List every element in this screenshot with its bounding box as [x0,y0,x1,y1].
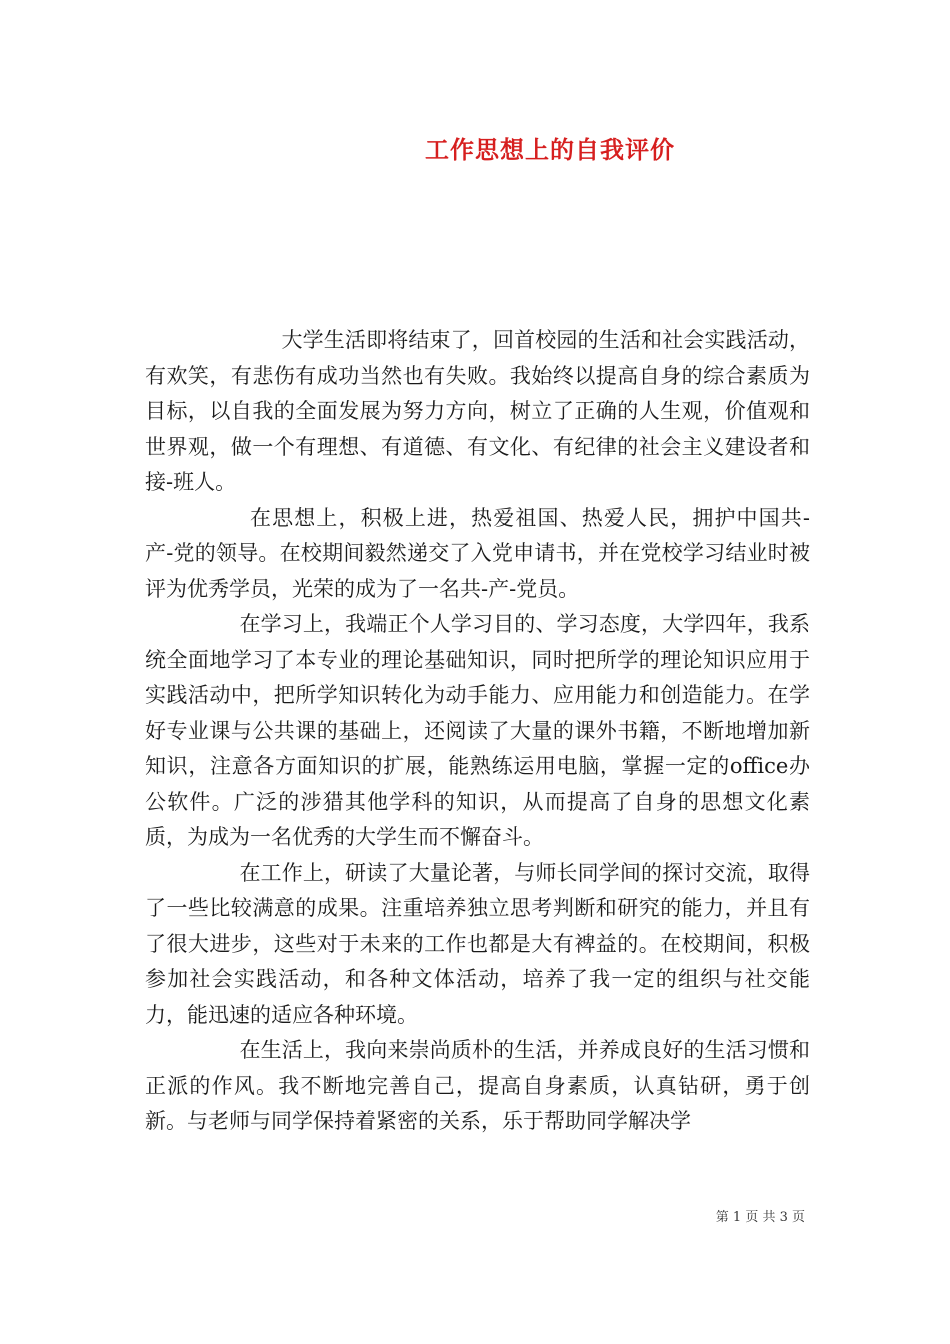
paragraph-work: 在工作上，研读了大量论著，与师长同学间的探讨交流，取得了一些比较满意的成果。注重培养独立思考判断和研究的能力，并且有了很大进步，这些对于未来的工作也都是大有裨益的。在校期间，积极参加社会实践活动，和各种文体活动，培养了我一定的组织与社交能力，能迅速的适应各种环境。 [145,860,810,1027]
document-title: 工作思想上的自我评价 [425,136,675,164]
paragraph-intro: 大学生活即将结束了，回首校园的生活和社会实践活动，有欢笑，有悲伤有成功当然也有失败。我始终以提高自身的综合素质为目标，以自我的全面发展为努力方向，树立了正确的人生观，价值观和世界观，做一个有理想、有道德、有文化、有纪律的社会主义建设者和接-班人。 [145,328,810,494]
page-number-footer: 第 1 页 共 3 页 [715,1210,805,1225]
paragraph-study: 在学习上，我端正个人学习目的、学习态度，大学四年，我系统全面地学习了本专业的理论基础知识，同时把所学的理论知识应用于实践活动中，把所学知识转化为动手能力、应用能力和创造能力。在学好专业课与公共课的基础上，还阅读了大量的课外书籍，不断地增加新知识，注意各方面知识的扩展，能熟练运用电脑，掌握一定的office办公软件。广泛的涉猎其他学科的知识，从而提高了自身的思想文化素质，为成为一名优秀的大学生而不懈奋斗。 [145,612,810,849]
paragraph-thought: 在思想上，积极上进，热爱祖国、热爱人民，拥护中国共-产-党的领导。在校期间毅然递交了入党申请书，并在党校学习结业时被评为优秀学员，光荣的成为了一名共-产-党员。 [145,505,810,601]
paragraph-life: 在生活上，我向来崇尚质朴的生活，并养成良好的生活习惯和正派的作风。我不断地完善自己，提高自身素质，认真钻研，勇于创新。与老师与同学保持着紧密的关系，乐于帮助同学解决学 [145,1038,810,1133]
document-body [145,323,810,1140]
